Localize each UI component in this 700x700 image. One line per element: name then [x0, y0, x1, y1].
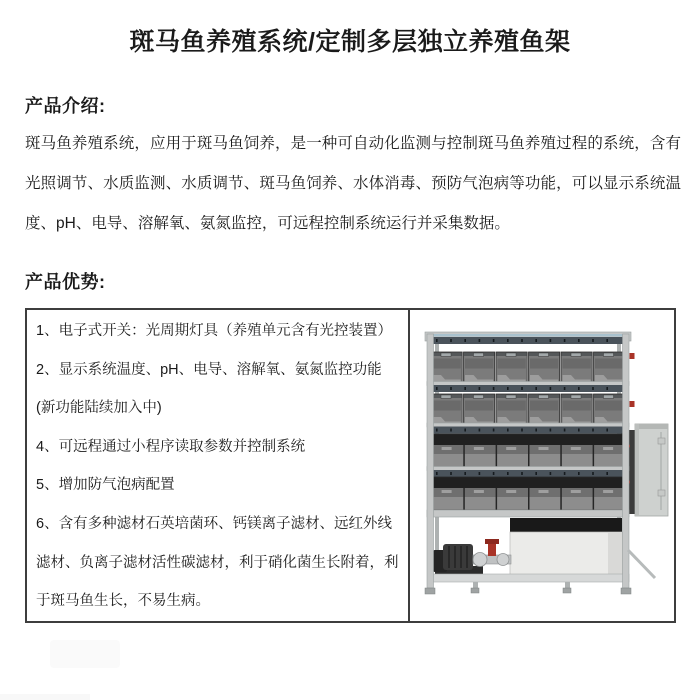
- red-valve-icon: [488, 542, 496, 556]
- product-image-cell: [410, 310, 674, 621]
- advantage-item: 5、增加防气泡病配置: [36, 477, 175, 494]
- product-image-fish-rack: [415, 322, 669, 598]
- bottom-frame-bar: [427, 510, 629, 517]
- red-valve-icon: [630, 353, 635, 359]
- tank-tier-1: [431, 352, 625, 383]
- tank-tier-2: [431, 394, 625, 425]
- page-title: 斑马鱼养殖系统/定制多层独立养殖鱼架: [129, 28, 571, 56]
- faint-watermark: [0, 694, 90, 700]
- led-strip: [431, 470, 625, 477]
- led-strip: [431, 385, 625, 392]
- led-strip: [431, 427, 625, 434]
- tank-tier-3: [431, 434, 625, 467]
- shelf-bar: [427, 423, 629, 427]
- rack-top-bar: [425, 332, 631, 344]
- advantage-item: 1、电子式开关：光周期灯具（养殖单元含有光控装置）: [36, 323, 393, 339]
- control-cabinet: [635, 424, 668, 516]
- tank-tier-4: [431, 477, 625, 510]
- intro-paragraph: 斑马鱼养殖系统，应用于斑马鱼饲养，是一种可自动化监测与控制斑马鱼养殖过程的系统，含有光照调节、水质监测、水质调节、斑马鱼饲养、水体消毒、预防气泡病等功能，可以显示系统温度、pH、电导、溶解氧、氨氮监控，可远程控制系统运行并采集数据。: [25, 135, 681, 232]
- water-pump: [433, 539, 511, 574]
- advantages-section-heading: 产品优势:: [25, 272, 106, 292]
- advantages-list: [27, 310, 410, 621]
- advantage-item: 6、含有多种滤材石英培菌环、钙镁离子滤材、远红外线滤材、负离子滤材活性碳滤材，利于硝化菌生长附着，利于斑马鱼生长，不易生病。: [36, 515, 399, 610]
- red-valve-icon: [630, 401, 635, 407]
- advantages-box: [25, 308, 676, 623]
- bottom-shelf-board: [429, 574, 629, 582]
- advantage-item: 4、可远程通过小程序读取参数并控制系统: [36, 438, 306, 455]
- advantage-item: 2、显示系统温度、pH、电导、溶解氧、氨氮监控功能(新功能陆续加入中): [36, 361, 382, 417]
- faint-watermark: [50, 640, 120, 668]
- shelf-bar: [427, 382, 629, 386]
- shelf-bar: [427, 467, 629, 471]
- intro-section-heading: 产品介绍:: [25, 96, 106, 116]
- sump-tank: [510, 518, 622, 576]
